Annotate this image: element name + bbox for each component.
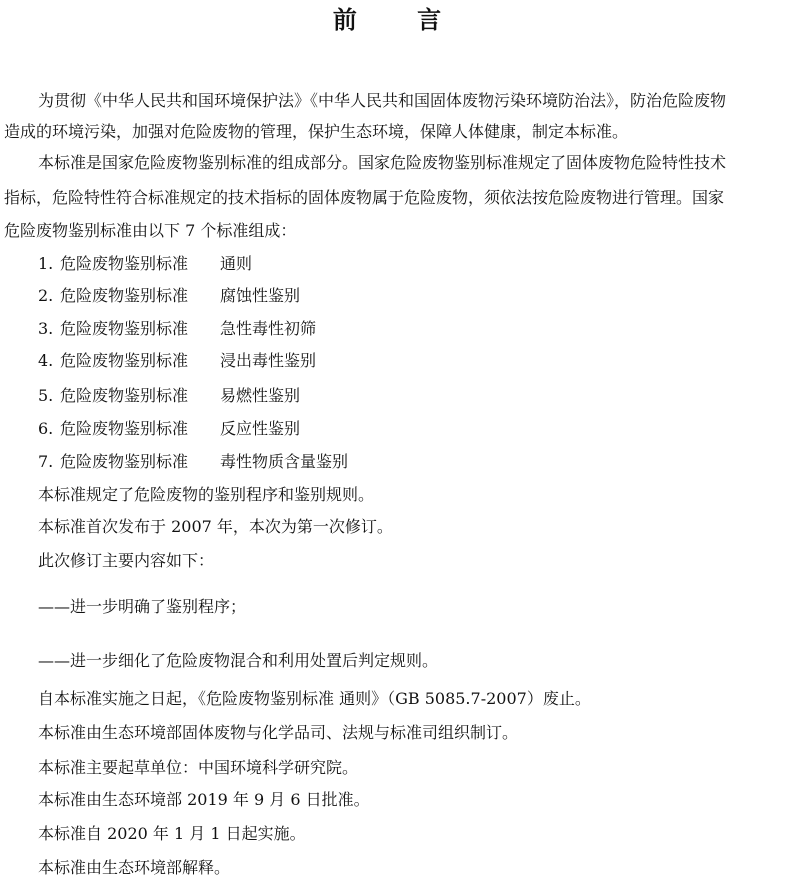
replacement-paragraph: 自本标准实施之日起，《危险废物鉴别标准 通则》（GB 5085.7-2007）废止。 [38,689,591,708]
interpretation-paragraph: 本标准由生态环境部解释。 [38,858,231,877]
list-item-part: 浸出毒性鉴别 [220,351,317,370]
history-paragraph: 本标准首次发布于 2007 年，本次为第一次修订。 [38,517,393,536]
effective-date-paragraph: 本标准自 2020 年 1 月 1 日起实施。 [38,824,306,843]
intro-paragraph-line-1: 为贯彻《中华人民共和国环境保护法》《中华人民共和国固体废物污染环境防治法》，防治危险废物 [38,91,727,110]
list-item-part: 急性毒性初筛 [220,319,317,338]
standard-paragraph-line-2: 指标，危险特性符合标准规定的技术指标的固体废物属于危险废物，须依法按危险废物进行管理。国家 [4,188,725,207]
list-item [38,285,300,307]
list-item [38,451,348,473]
standard-paragraph-line-1: 本标准是国家危险废物鉴别标准的组成部分。国家危险废物鉴别标准规定了固体废物危险特性技术 [38,153,727,172]
list-item-number: 3. [38,319,54,338]
drafter-paragraph: 本标准主要起草单位：中国环境科学研究院。 [38,758,359,777]
standard-paragraph-line-3: 危险废物鉴别标准由以下 7 个标准组成： [4,221,297,240]
organization-paragraph: 本标准由生态环境部固体废物与化学品司、法规与标准司组织制订。 [38,723,519,742]
list-item-number: 1. [38,254,54,273]
list-item-name: 危险废物鉴别标准 [60,386,189,405]
list-item [38,418,300,440]
list-item [38,350,316,372]
list-item-number: 5. [38,386,54,405]
page-title: 前 言 [332,6,468,34]
list-item-name: 危险废物鉴别标准 [60,452,189,471]
list-item-name: 危险废物鉴别标准 [60,319,189,338]
list-item-part: 易燃性鉴别 [220,386,301,405]
list-item-part: 反应性鉴别 [220,419,301,438]
revision-item-2: ——进一步细化了危险废物混合和利用处置后判定规则。 [38,651,439,670]
list-item-part: 毒性物质含量鉴别 [220,452,349,471]
list-item [38,253,252,275]
list-item [38,318,316,340]
list-item-number: 4. [38,351,54,370]
scope-paragraph: 本标准规定了危险废物的鉴别程序和鉴别规则。 [38,485,375,504]
list-item-number: 7. [38,452,54,471]
list-item-name: 危险废物鉴别标准 [60,254,189,273]
revision-intro-paragraph: 此次修订主要内容如下： [38,551,215,570]
list-item-name: 危险废物鉴别标准 [60,419,189,438]
list-item-name: 危险废物鉴别标准 [60,351,189,370]
intro-paragraph-line-2: 造成的环境污染，加强对危险废物的管理，保护生态环境，保障人体健康，制定本标准。 [4,122,629,141]
revision-item-1: ——进一步明确了鉴别程序； [38,597,247,616]
list-item-part: 腐蚀性鉴别 [220,286,301,305]
list-item-part: 通则 [220,254,253,273]
approval-paragraph: 本标准由生态环境部 2019 年 9 月 6 日批准。 [38,790,370,809]
list-item-number: 2. [38,286,54,305]
list-item-name: 危险废物鉴别标准 [60,286,189,305]
list-item [38,385,300,407]
list-item-number: 6. [38,419,54,438]
